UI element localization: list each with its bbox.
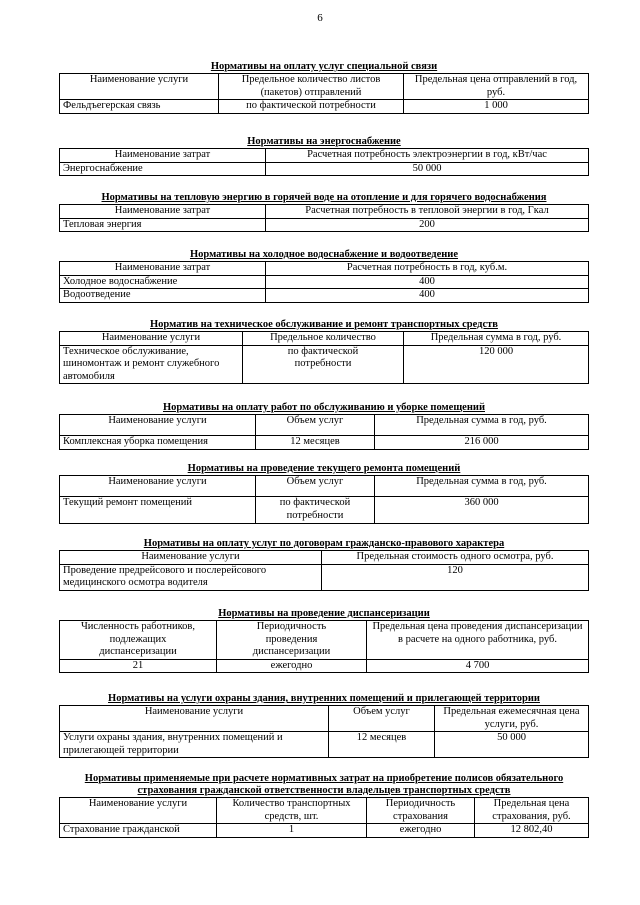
header-cell: Предельное количество [243, 332, 404, 346]
section-insurance [59, 773, 589, 838]
section-current-repair [59, 463, 589, 524]
header-cell: Расчетная потребность в год, куб.м. [266, 262, 589, 276]
section-cleaning [59, 402, 589, 450]
table-cell: Текущий ремонт помещений [60, 497, 256, 524]
header-cell: Предельная ежемесячная цена услуги, руб. [435, 706, 589, 732]
table-header-row [60, 74, 589, 100]
header-cell: Периодичность проведения диспансеризации [217, 621, 367, 660]
table-cell: 400 [266, 289, 589, 303]
section-title: Нормативы на оплату услуг по договорам гражданско-правового характера [143, 538, 505, 549]
table-cell: Страхование гражданской [60, 824, 217, 838]
section-title: Норматив на техническое обслуживание и ремонт транспортных средств [150, 319, 498, 330]
header-cell: Количество транспортных средств, шт. [217, 798, 367, 824]
table-cell: по фактической потребности [243, 345, 404, 384]
table-row [60, 732, 589, 758]
heat-energy-table [59, 204, 589, 232]
table-cell: ежегодно [217, 659, 367, 673]
table-header-row [60, 205, 589, 219]
table-header-row [60, 551, 589, 565]
table-cell: Техническое обслуживание, шиномонтаж и ремонт служебного автомобиля [60, 345, 243, 384]
table-cell: Услуги охраны здания, внутренних помещений и прилегающей территории [60, 732, 329, 758]
header-cell: Наименование услуги [60, 476, 256, 497]
table-row [60, 218, 589, 232]
table-row [60, 100, 589, 114]
table-row [60, 289, 589, 303]
header-cell: Предельное количество листов (пакетов) отправлений [219, 74, 404, 100]
table-row [60, 497, 589, 524]
table-cell: 1 000 [404, 100, 589, 114]
header-cell: Периодичность страхования [367, 798, 475, 824]
section-title: Нормативы применяемые при расчете нормативных затрат на приобретение полисов обязательного страхования гражданской ответственности владельцев транспортных средств [84, 773, 564, 796]
section-title: Нормативы на проведение диспансеризации [218, 608, 430, 619]
section-heat-energy [59, 192, 589, 232]
table-cell: ежегодно [367, 824, 475, 838]
table-cell: Холодное водоснабжение [60, 275, 266, 289]
table-cell: 200 [266, 218, 589, 232]
header-cell: Предельная цена отправлений в год, руб. [404, 74, 589, 100]
table-cell: 12 месяцев [256, 436, 375, 450]
table-cell: 360 000 [375, 497, 589, 524]
section-vehicle-maintenance [59, 319, 589, 384]
header-cell: Наименование услуги [60, 415, 256, 436]
section-energy-supply [59, 136, 589, 176]
table-cell: Водоотведение [60, 289, 266, 303]
civil-contracts-table [59, 550, 589, 591]
table-cell: Фельдъегерская связь [60, 100, 219, 114]
section-title: Нормативы на проведение текущего ремонта помещений [187, 463, 461, 474]
table-row [60, 275, 589, 289]
table-row [60, 162, 589, 176]
header-cell: Наименование услуги [60, 332, 243, 346]
table-cell: 1 [217, 824, 367, 838]
header-cell: Наименование услуги [60, 74, 219, 100]
header-cell: Наименование затрат [60, 205, 266, 219]
header-cell: Наименование затрат [60, 149, 266, 163]
section-special-communication [59, 61, 589, 114]
table-cell: Проведение предрейсового и послерейсового медицинского осмотра водителя [60, 564, 322, 590]
table-cell: по фактической потребности [256, 497, 375, 524]
table-cell: 400 [266, 275, 589, 289]
table-header-row [60, 476, 589, 497]
header-cell: Предельная сумма в год, руб. [375, 415, 589, 436]
insurance-table [59, 797, 589, 838]
table-header-row [60, 621, 589, 660]
table-cell: Энергоснабжение [60, 162, 266, 176]
table-row [60, 564, 589, 590]
table-cell: 4 700 [367, 659, 589, 673]
energy-supply-table [59, 148, 589, 176]
vehicle-maintenance-table [59, 331, 589, 384]
section-title: Нормативы на тепловую энергию в горячей воде на отопление и для горячего водоснабжения [101, 192, 547, 203]
section-title: Нормативы на оплату услуг специальной связи [210, 61, 438, 72]
table-header-row [60, 798, 589, 824]
table-row [60, 659, 589, 673]
table-cell: 120 [322, 564, 589, 590]
table-cell: Комплексная уборка помещения [60, 436, 256, 450]
header-cell: Численность работников, подлежащих диспансеризации [60, 621, 217, 660]
header-cell: Объем услуг [256, 415, 375, 436]
medical-examination-table [59, 620, 589, 673]
table-cell: Тепловая энергия [60, 218, 266, 232]
table-cell: 120 000 [404, 345, 589, 384]
cleaning-table [59, 414, 589, 450]
header-cell: Расчетная потребность в тепловой энергии в год, Гкал [266, 205, 589, 219]
section-medical-examination [59, 608, 589, 673]
water-table [59, 261, 589, 303]
page-number: 6 [317, 12, 323, 24]
table-cell: 12 месяцев [329, 732, 435, 758]
header-cell: Наименование затрат [60, 262, 266, 276]
table-header-row [60, 706, 589, 732]
section-security [59, 693, 589, 758]
section-title: Нормативы на услуги охраны здания, внутренних помещений и прилегающей территории [108, 693, 540, 704]
header-cell: Предельная цена проведения диспансеризации в расчете на одного работника, руб. [367, 621, 589, 660]
section-title: Нормативы на оплату работ по обслуживанию и уборке помещений [162, 402, 485, 413]
table-header-row [60, 149, 589, 163]
header-cell: Наименование услуги [60, 551, 322, 565]
header-cell: Расчетная потребность электроэнергии в год, кВт/час [266, 149, 589, 163]
table-header-row [60, 415, 589, 436]
header-cell: Объем услуг [256, 476, 375, 497]
section-water [59, 249, 589, 303]
table-header-row [60, 332, 589, 346]
section-civil-contracts [59, 538, 589, 591]
current-repair-table [59, 475, 589, 524]
table-cell: 216 000 [375, 436, 589, 450]
section-title: Нормативы на энергоснабжение [247, 136, 401, 147]
table-cell: по фактической потребности [219, 100, 404, 114]
header-cell: Наименование услуги [60, 798, 217, 824]
header-cell: Предельная сумма в год, руб. [404, 332, 589, 346]
table-row [60, 345, 589, 384]
section-title: Нормативы на холодное водоснабжение и водоотведение [189, 249, 459, 260]
header-cell: Предельная сумма в год, руб. [375, 476, 589, 497]
header-cell: Предельная цена страхования, руб. [475, 798, 589, 824]
table-cell: 21 [60, 659, 217, 673]
table-row [60, 824, 589, 838]
table-cell: 50 000 [435, 732, 589, 758]
table-cell: 50 000 [266, 162, 589, 176]
special-communication-table [59, 73, 589, 114]
security-table [59, 705, 589, 758]
table-cell: 12 802,40 [475, 824, 589, 838]
table-header-row [60, 262, 589, 276]
header-cell: Объем услуг [329, 706, 435, 732]
header-cell: Наименование услуги [60, 706, 329, 732]
header-cell: Предельная стоимость одного осмотра, руб. [322, 551, 589, 565]
table-row [60, 436, 589, 450]
